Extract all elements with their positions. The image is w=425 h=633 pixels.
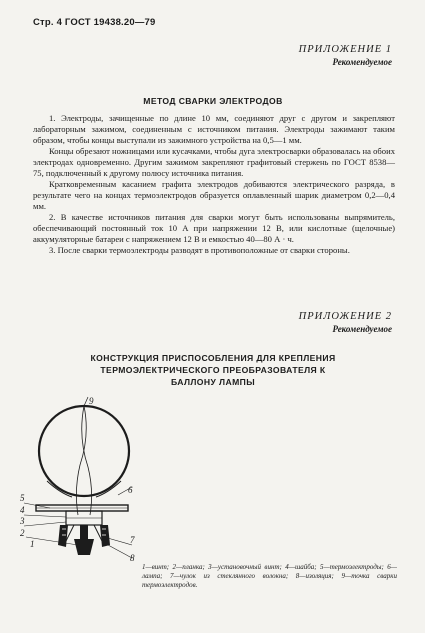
- figure-label-7: 7: [130, 535, 135, 545]
- lamp-clamp-drawing: [20, 395, 138, 600]
- figure-label-5: 5: [20, 493, 25, 503]
- paragraph: 1. Электроды, зачищенные по длине 10 мм, соединяют друг с другом и закрепляют лабораторным зажимом, соединенным с источником питания. Электроды зажимают таким образом, чтобы концы выступали из зажимного устройства на 0,5—1 мм.: [33, 113, 395, 145]
- appendix-2-title: ПРИЛОЖЕНИЕ 2: [298, 311, 392, 322]
- screw-shank: [80, 525, 88, 539]
- figure-label-4: 4: [20, 505, 25, 515]
- section-1-body: [33, 113, 395, 256]
- figure-label-8: 8: [130, 553, 135, 563]
- figure-label-6: 6: [128, 485, 133, 495]
- leader-line: [24, 522, 66, 526]
- leader-line: [24, 515, 66, 517]
- paragraph: 3. После сварки термоэлектроды разводят в противоположные от сварки стороны.: [49, 245, 350, 255]
- lamp-clamp-figure: [20, 395, 138, 600]
- figure-caption: 1—винт; 2—планка; 3—установочный винт; 4—шайба; 5—термоэлектроды; 6—лампа; 7—чулок из стеклянного волокна; 8—изоляция; 9—точка сварки термоэлектродов.: [142, 563, 397, 589]
- fiberglass-sleeve: [58, 525, 68, 547]
- figure-label-1: 1: [30, 539, 35, 549]
- leader-line: [84, 397, 88, 406]
- screw-head: [74, 539, 94, 555]
- appendix-1-subtitle: Рекомендуемое: [332, 57, 392, 67]
- section-2-title-line: БАЛЛОНУ ЛАМПЫ: [170, 377, 256, 387]
- page-header: Стр. 4 ГОСТ 19438.20—79: [33, 17, 156, 28]
- section-1-title: МЕТОД СВАРКИ ЭЛЕКТРОДОВ: [143, 96, 283, 106]
- thermoelectrode-wire: [82, 406, 92, 515]
- section-2-title-line: КОНСТРУКЦИЯ ПРИСПОСОБЛЕНИЯ ДЛЯ КРЕПЛЕНИЯ: [90, 353, 336, 363]
- leader-line: [108, 545, 132, 558]
- appendix-2-subtitle: Рекомендуемое: [332, 324, 392, 334]
- paragraph: Кратковременным касанием графита электродов добиваются электрического разряда, в результате чего на концах термоэлектродов образуется оплавленный шарик диаметром 0,2—0,4 мм.: [33, 179, 395, 211]
- paragraph: 2. В качестве источников питания для сварки могут быть использованы выпрямитель, обеспечивающий постоянный ток 10 А при напряжении 12 В, или кислотные (щелочные) аккумуляторные батареи с напряжением 12 В и емкостью 40—80 А · ч.: [33, 212, 395, 244]
- section-2-title-line: ТЕРМОЭЛЕКТРИЧЕСКОГО ПРЕОБРАЗОВАТЕЛЯ К: [100, 365, 326, 375]
- paragraph: Концы обрезают ножницами или кусачками, чтобы дуга электросварки образовалась на обоих электродах одновременно. Другим зажимом закрепляют графитовый стержень по ГОСТ 8538—75, подключенный к другому полюсу источника питания.: [33, 146, 395, 178]
- appendix-1-title: ПРИЛОЖЕНИЕ 1: [298, 44, 392, 55]
- figure-label-3: 3: [20, 516, 25, 526]
- section-2-title: [33, 352, 393, 388]
- figure-label-2: 2: [20, 528, 25, 538]
- figure-label-9: 9: [89, 396, 94, 406]
- thermoelectrode-wire: [76, 406, 86, 515]
- fiberglass-sleeve: [100, 525, 110, 547]
